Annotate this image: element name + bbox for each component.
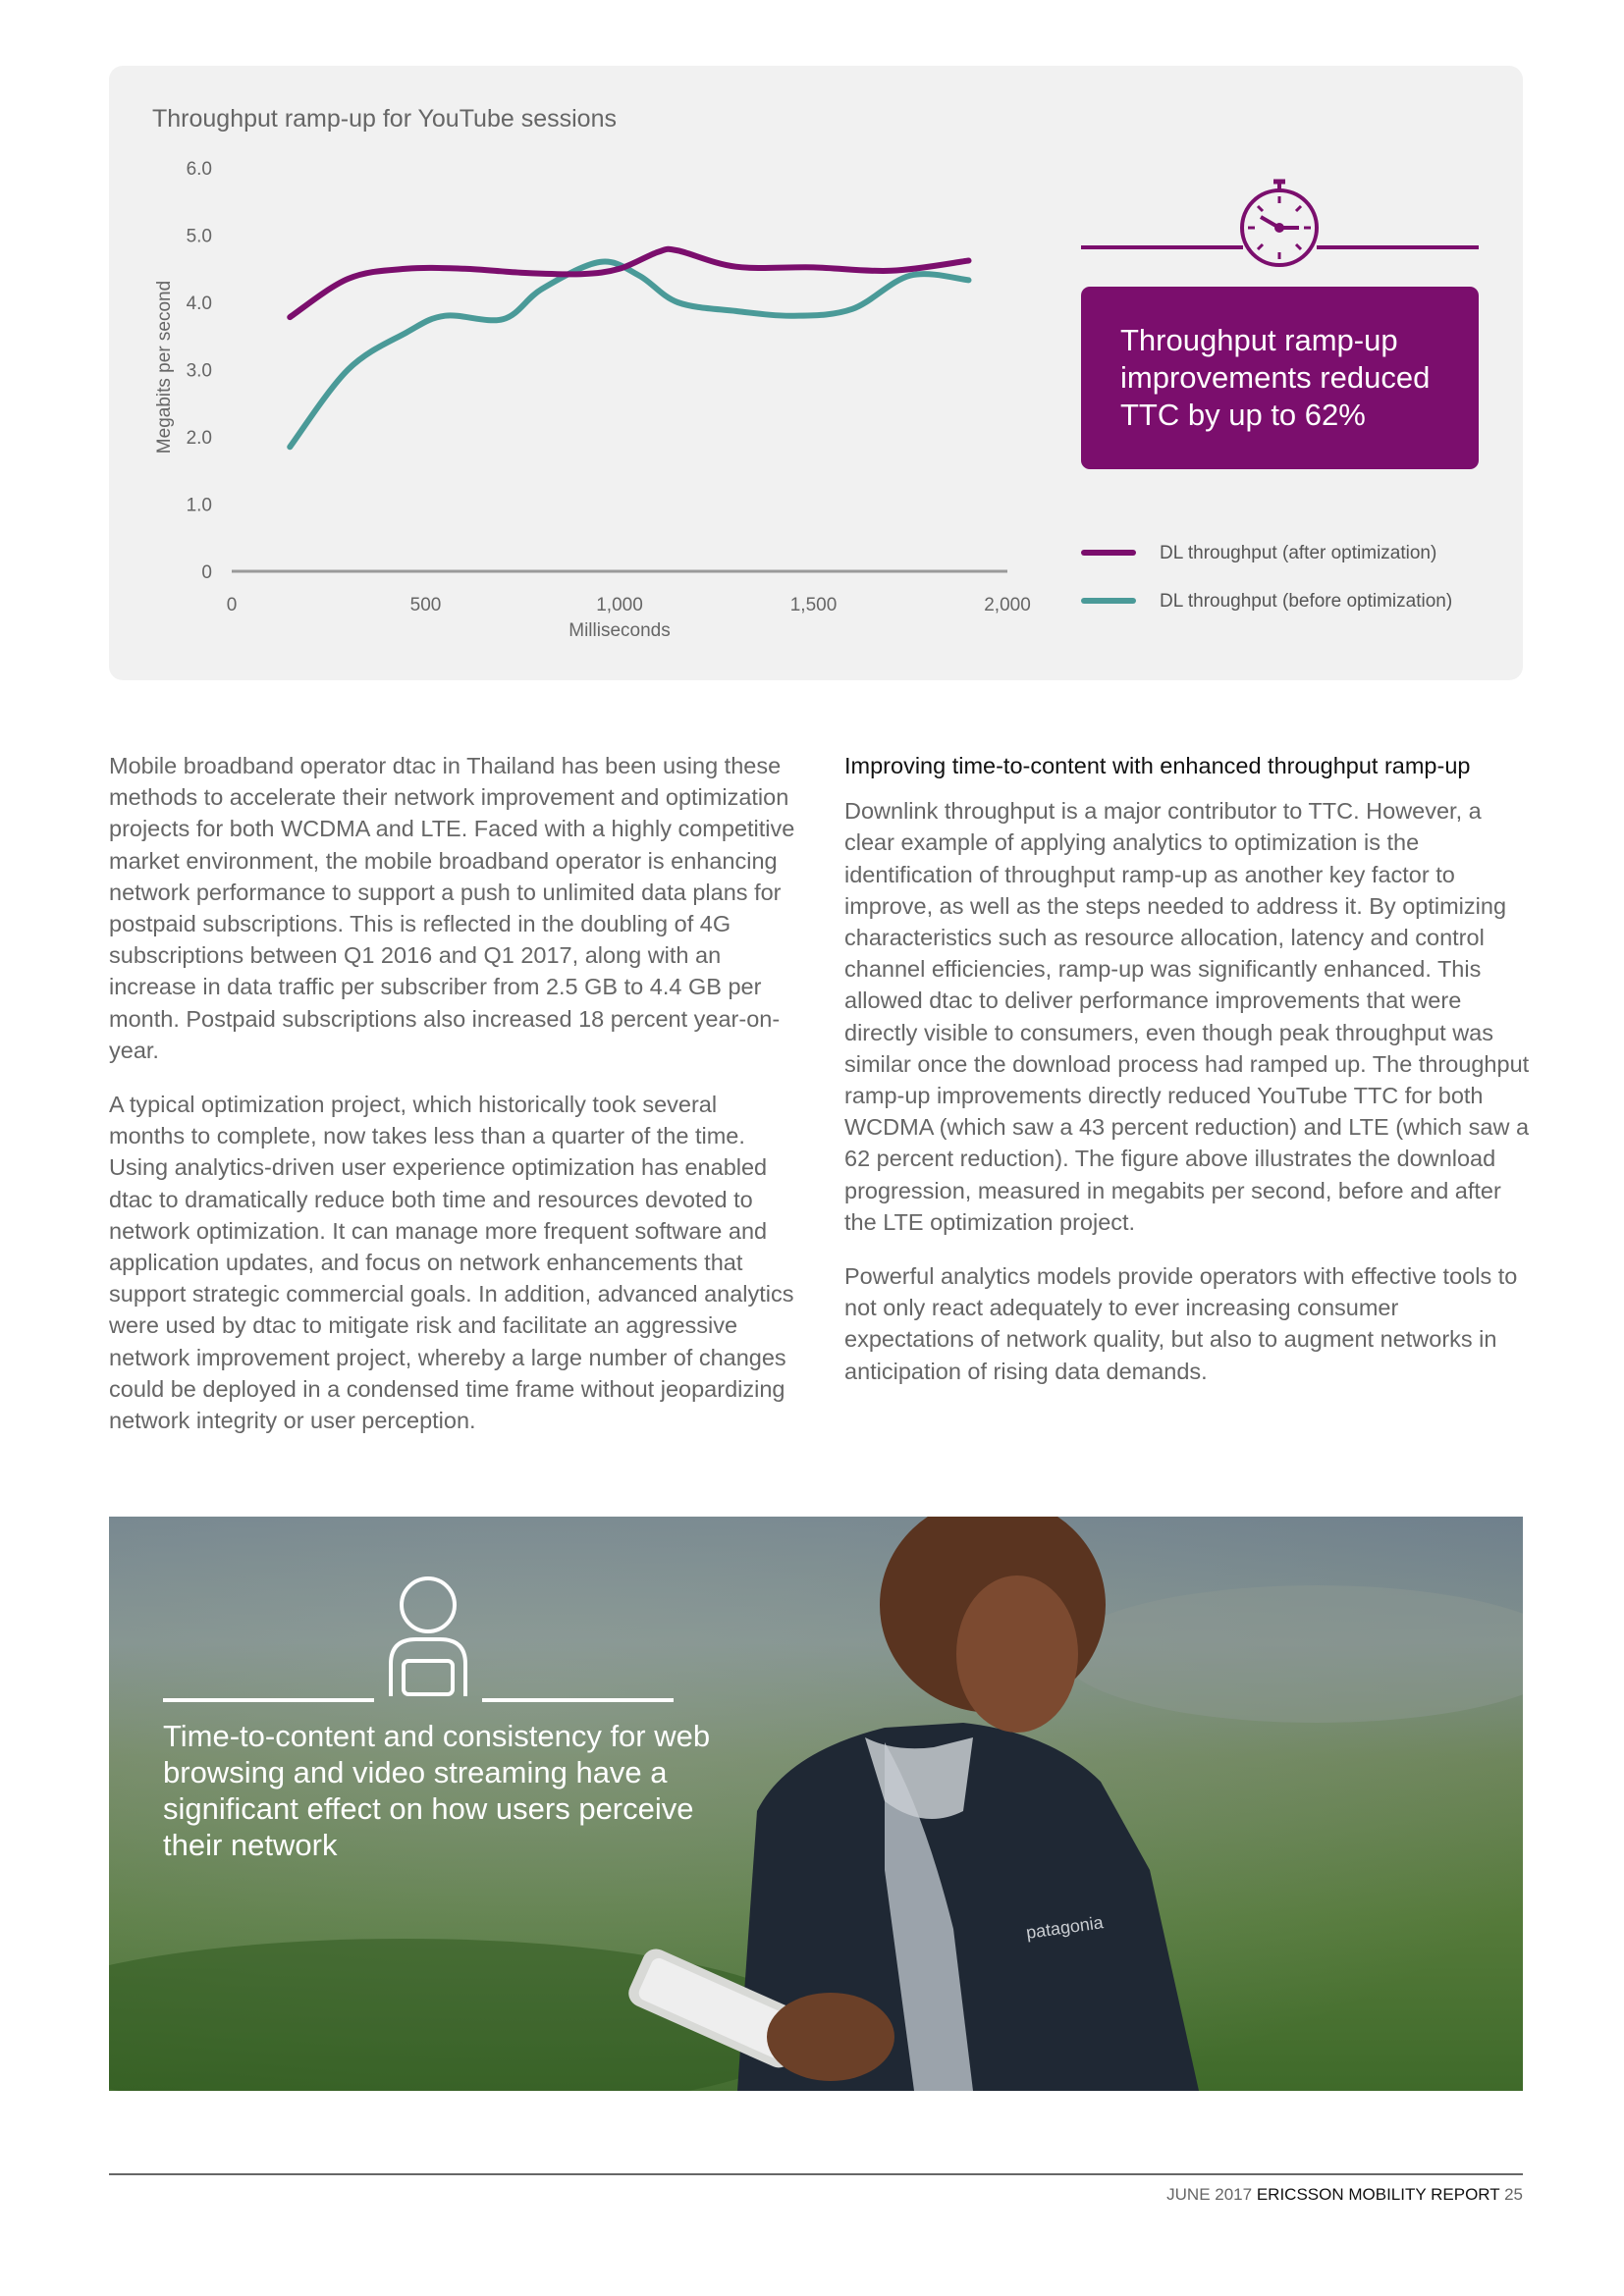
jacket-logo-text: patagonia: [1024, 1912, 1105, 1943]
footer-page-number: 25: [1504, 2185, 1523, 2204]
clock-icon: [1081, 174, 1479, 272]
legend-label-before: DL throughput (before optimization): [1160, 591, 1453, 612]
right-paragraph-1: Downlink throughput is a major contributor to TTC. However, a clear example of applying analytics to optimization is the identification of throughput ramp-up as another key factor to improve, as well as the steps needed to address it. By optimizing characteristics such as resource allocation, latency and control channel efficiencies, ramp-up was significantly enhanced. This allowed dtac to deliver performance improvements that were directly visible to consumers, even though peak throughput was similar once the download process had ramped up. The throughput ramp-up improvements directly reduced YouTube TTC for both WCDMA (which saw a 43 percent reduction) and LTE (which saw a 62 percent reduction). The figure above illustrates the download progression, measured in megabits per second, before and after the LTE optimization project.: [844, 798, 1530, 1235]
chart-panel: [109, 66, 1523, 680]
footer-report-name: ERICSSON MOBILITY REPORT: [1256, 2185, 1500, 2204]
left-column: [109, 750, 796, 1459]
y-tick-label-0: 0: [201, 562, 212, 583]
y-tick-label-6: 6.0: [186, 159, 212, 180]
y-tick-label-2: 2.0: [186, 428, 212, 449]
right-column: [844, 750, 1532, 1410]
x-axis-label: Milliseconds: [568, 620, 671, 641]
callout-text: Throughput ramp-up improvements reduced TTC by up to 62%: [1120, 323, 1431, 432]
y-axis-label: Megabits per second: [154, 280, 175, 454]
legend-label-after: DL throughput (after optimization): [1160, 543, 1437, 563]
x-tick-label-3: 1,500: [789, 595, 838, 615]
hero-photo: [109, 1517, 1523, 2091]
user-icon: [163, 1571, 674, 1708]
x-tick-label-0: 0: [226, 595, 238, 615]
left-paragraph-2: A typical optimization project, which historically took several months to complete, now takes less than a quarter of the time. Using analytics-driven user experience optimization has enabled dtac to dramatically reduce both time and resources devoted to network optimization. It can manage more frequent software and application updates, and focus on network enhancements that support strategic commercial goals. In addition, advanced analytics were used by dtac to mitigate risk and facilitate an aggressive network improvement project, whereby a large number of changes could be deployed in a condensed time frame without jeopardizing network integrity or user perception.: [109, 1092, 794, 1434]
legend-swatch-before: [1081, 598, 1136, 604]
right-paragraph-2: Powerful analytics models provide operators with effective tools to not only react adequately to ever increasing consumer expectations of network quality, but also to augment networks in anticipation of rising data demands.: [844, 1263, 1518, 1384]
x-tick-label-2: 1,000: [596, 595, 643, 615]
page-footer: [1166, 2185, 1523, 2205]
y-tick-label-3: 3.0: [186, 360, 212, 382]
photo-caption: Time-to-content and consistency for web browsing and video streaming have a significant effect on how users perceive their network: [163, 1719, 711, 1862]
chart-title: Throughput ramp-up for YouTube sessions: [152, 105, 617, 133]
series-line-before-optimization: [290, 262, 968, 448]
y-tick-label-1: 1.0: [186, 495, 212, 516]
right-heading: Improving time-to-content with enhanced throughput ramp-up: [844, 753, 1471, 778]
left-paragraph-1: Mobile broadband operator dtac in Thailand has been using these methods to accelerate their network improvement and optimization projects for both WCDMA and LTE. Faced with a highly competitive market environment, the mobile broadband operator is enhancing network performance to support a push to unlimited data plans for postpaid subscriptions. This is reflected in the doubling of 4G subscriptions between Q1 2016 and Q1 2017, along with an increase in data traffic per subscriber from 2.5 GB to 4.4 GB per month. Postpaid subscriptions also increased 18 percent year-on-year.: [109, 753, 795, 1063]
series-line-after-optimization: [290, 249, 968, 317]
callout-box: [1081, 287, 1479, 469]
x-tick-label-1: 500: [409, 595, 442, 615]
footer-date: JUNE 2017: [1166, 2185, 1253, 2204]
y-tick-label-4: 4.0: [186, 294, 212, 314]
legend-swatch-after: [1081, 550, 1136, 556]
x-tick-label-4: 2,000: [984, 595, 1031, 615]
footer-rule: [109, 2173, 1523, 2175]
y-tick-label-5: 5.0: [186, 226, 212, 247]
